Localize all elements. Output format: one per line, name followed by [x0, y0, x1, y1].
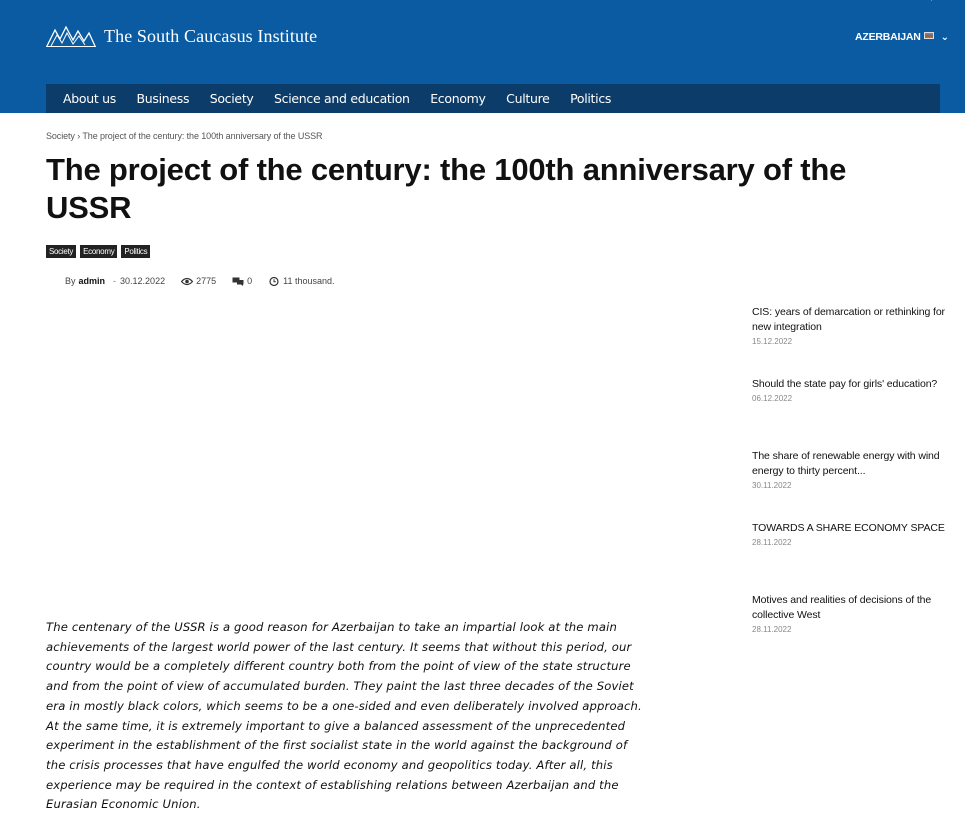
- by-label: By: [65, 276, 76, 286]
- breadcrumb: [46, 131, 322, 141]
- related-post-title[interactable]: CIS: years of demarcation or rethinking for new integration: [752, 306, 945, 333]
- language-selector[interactable]: [855, 31, 949, 43]
- related-post-date: 30.11.2022: [752, 481, 792, 490]
- breadcrumb-separator: ›: [77, 131, 81, 141]
- chevron-down-icon: ⌄: [940, 31, 949, 43]
- related-post-date: 28.11.2022: [752, 625, 792, 634]
- clock-icon: [268, 277, 280, 286]
- list-item[interactable]: [752, 593, 952, 634]
- site-logo[interactable]: [46, 24, 317, 48]
- list-item[interactable]: [752, 377, 952, 403]
- nav-item-about-us[interactable]: About us: [63, 91, 116, 106]
- list-item[interactable]: [752, 449, 952, 490]
- related-post-title[interactable]: Should the state pay for girls' education?: [752, 378, 938, 390]
- reading-stat: 11 thousand.: [283, 276, 335, 286]
- nav-item-economy[interactable]: Economy: [430, 91, 486, 106]
- article-title: The project of the century: the 100th anniversary of the USSR: [46, 152, 847, 225]
- nav-item-politics[interactable]: Politics: [570, 91, 612, 106]
- related-post-date: 15.12.2022: [752, 337, 793, 346]
- site-title: The South Caucasus Institute: [104, 25, 318, 46]
- article-tags: [46, 245, 150, 258]
- comments-icon[interactable]: [232, 277, 244, 286]
- main-navigation: [46, 84, 940, 113]
- breadcrumb-current: The project of the century: the 100th anniversary of the USSR: [82, 131, 323, 141]
- list-item[interactable]: [752, 521, 952, 547]
- azerbaijan-flag-icon: [924, 32, 934, 39]
- article-lead: The centenary of the USSR is a good reason for Azerbaijan to take an impartial look at the main achievements of the largest world power of the last century. It seems that without this period, our country would be a completely different country both from the point of view of the state structure and from the point of view of accumulated burden. They paint the last three decades of the Soviet era in mostly black colors, which seems to be a one-sided and even deliberately involved approach. At the same time, it is extremely important to give a balanced assessment of the unprecedented experiment in the establishment of the first socialist state in the world against the background of the crisis processes that have engulfed the world economy and geopolitics today. After all, this experience may be required in the context of establishing relations between Azerbaijan and the Eurasian Economic Union.: [46, 620, 642, 812]
- related-post-title[interactable]: Motives and realities of decisions of the collective West: [752, 594, 932, 621]
- related-post-date: 06.12.2022: [752, 394, 793, 403]
- eye-icon: [181, 277, 193, 286]
- breadcrumb-root[interactable]: Society: [46, 131, 75, 141]
- nav-item-business[interactable]: Business: [136, 91, 190, 106]
- related-post-date: 28.11.2022: [752, 538, 792, 547]
- nav-item-science-and-education[interactable]: Science and education: [274, 91, 410, 106]
- view-count: 2775: [196, 276, 217, 286]
- search-icon[interactable]: [922, 0, 934, 4]
- publish-date: 30.12.2022: [120, 276, 166, 286]
- nav-item-society[interactable]: Society: [209, 91, 254, 106]
- site-header: [0, 0, 965, 113]
- tag-economy[interactable]: Economy: [80, 245, 117, 258]
- language-label: AZERBAIJAN: [855, 31, 921, 43]
- comment-count[interactable]: 0: [247, 276, 253, 286]
- article-meta: [65, 276, 335, 286]
- meta-separator: -: [113, 276, 117, 286]
- mountains-logo-icon: [46, 24, 96, 48]
- list-item[interactable]: [752, 305, 952, 346]
- nav-item-culture[interactable]: Culture: [506, 91, 550, 106]
- tag-politics[interactable]: Politics: [121, 245, 150, 258]
- tag-society[interactable]: Society: [46, 245, 76, 258]
- related-post-title[interactable]: TOWARDS A SHARE ECONOMY SPACE: [752, 522, 945, 534]
- related-post-title[interactable]: The share of renewable energy with wind energy to thirty percent...: [752, 450, 940, 477]
- author-name[interactable]: admin: [78, 276, 106, 286]
